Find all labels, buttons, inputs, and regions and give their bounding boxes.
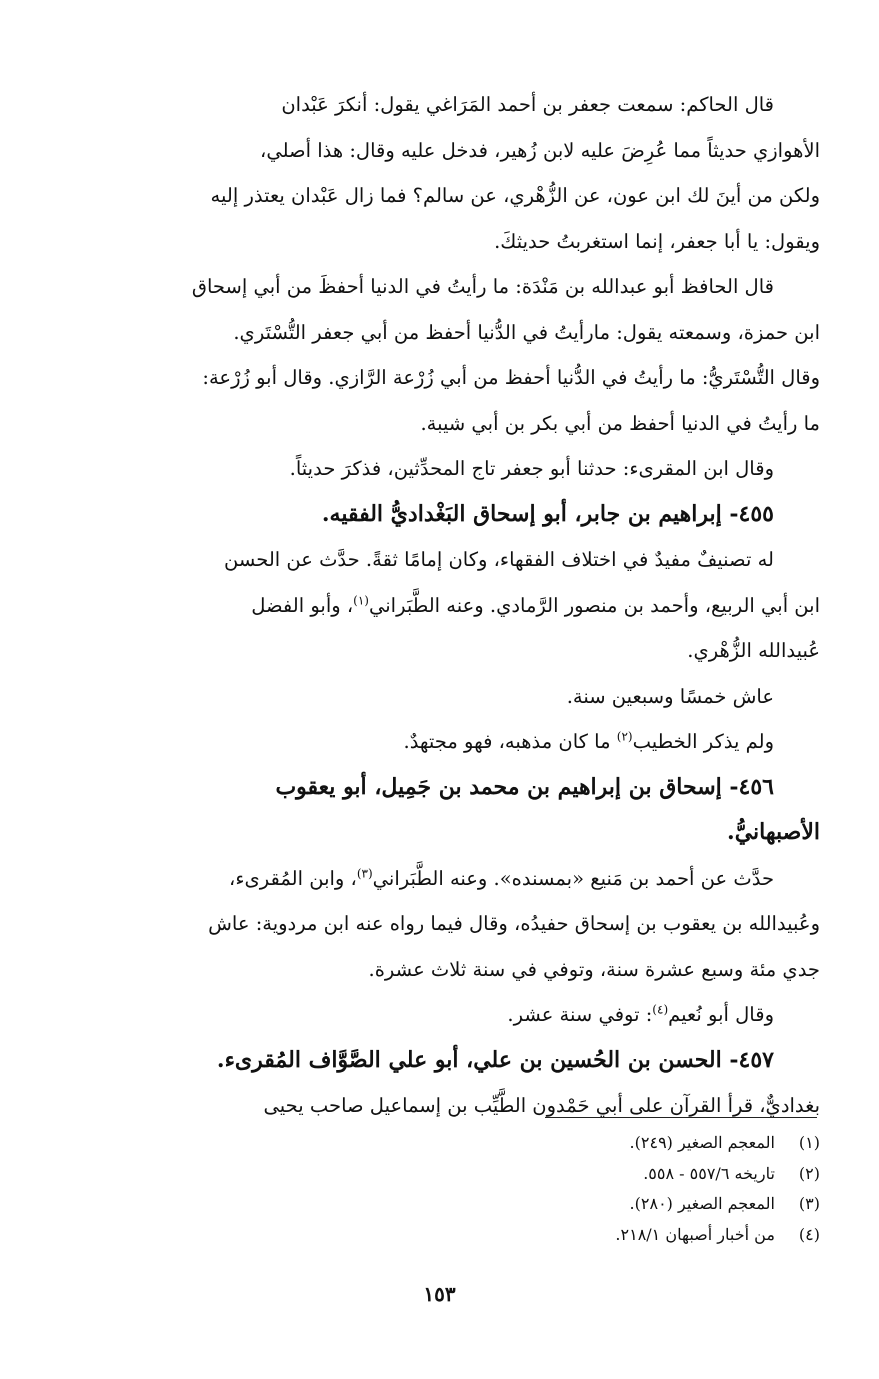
footnote-text: المعجم الصغير (٢٤٩). — [629, 1133, 775, 1152]
footnote-text: تاريخه ٥٥٧/٦ - ٥٥٨. — [643, 1163, 775, 1183]
footnote-number: (٢) — [798, 1163, 820, 1183]
footnote-divider — [545, 1117, 817, 1118]
footnotes — [75, 1128, 820, 1250]
footnote — [75, 1189, 820, 1220]
text-line: ما رأيتُ في الدنيا أحفظ من أبي بكر بن أبي شيبة. — [420, 411, 820, 435]
entry-heading-455: ٤٥٥- إبراهيم بن جابر، أبو إسحاق البَغْداديُّ الفقيه. — [321, 500, 774, 527]
text-line: الأهوازي حديثاً مما عُرِضَ عليه لابن زُهير، فدخل عليه وقال: هذا أصلي، — [260, 138, 820, 162]
text-line: بغداديٌّ، قرأ القرآن على أبي حَمْدون الطَّيِّب بن إسماعيل صاحب يحيى — [263, 1094, 820, 1117]
footnote-ref: (١) — [353, 593, 369, 607]
footnote-ref: (٢) — [616, 729, 633, 744]
footnote — [75, 1220, 820, 1251]
footnote-ref: (٣) — [356, 866, 373, 880]
page-number: ١٥٣ — [423, 1282, 456, 1306]
text-line: جدي مئة وسبع عشرة سنة، وتوفي في سنة ثلاث عشرة. — [368, 957, 820, 981]
text-line: وقال ابن المقرىء: حدثنا أبو جعفر تاج المحدِّثين، فذكرَ حديثاً. — [289, 457, 774, 480]
text-line: ابن أبي الربيع، وأحمد بن منصور الرَّمادي. وعنه الطَّبَراني$^{(١)}$، وأبو الفضل — [251, 593, 820, 617]
text-line: ويقول: يا أبا جعفر، إنما استغربتُ حديثكَ. — [494, 229, 820, 253]
main-text — [75, 82, 820, 1129]
text-line: ولم يذكر الخطيب$^{(٢)}$ ما كان مذهبه، فهو مجتهدٌ. — [403, 729, 774, 753]
text-line: ابن حمزة، وسمعته يقول: مارأيتُ في الدُّنيا أحفظ من أبي جعفر التُّسْتَري. — [233, 320, 820, 344]
text-line: وعُبيدالله بن يعقوب بن إسحاق حفيدُه، وقال فيما رواه عنه ابن مردوية: عاش — [208, 912, 820, 935]
footnote-number: (٣) — [798, 1194, 820, 1213]
footnote-ref: (٤) — [652, 1002, 669, 1017]
footnote — [75, 1159, 820, 1190]
entry-heading-457: ٤٥٧- الحسن بن الحُسين بن علي، أبو علي الصَّوَّاف المُقرىء. — [216, 1046, 774, 1073]
text-line: قال الحافظ أبو عبدالله بن مَنْدَة: ما رأيتُ في الدنيا أحفظَ من أبي إسحاق — [191, 275, 774, 298]
text-line: حدَّث عن أحمد بن مَنيع «بمسنده». وعنه الطَّبَراني$^{(٣)}$، وابن المُقرىء، — [229, 866, 774, 890]
text-line: قال الحاكم: سمعت جعفر بن أحمد المَرَاغي يقول: أنكرَ عَبْدان — [281, 93, 774, 116]
footnote-text: المعجم الصغير (٢٨٠). — [629, 1194, 775, 1213]
text-line: ولكن من أينَ لك ابن عون، عن الزُّهْري، عن سالم؟ فما زال عَبْدان يعتذر إليه — [210, 184, 820, 207]
footnote-number: (١) — [798, 1133, 820, 1152]
text-line: له تصنيفٌ مفيدٌ في اختلاف الفقهاء، وكان إمامًا ثقةً. حدَّث عن الحسن — [224, 548, 774, 571]
footnote — [75, 1128, 820, 1159]
footnote-number: (٤) — [798, 1224, 820, 1244]
text-line: عاش خمسًا وسبعين سنة. — [566, 684, 774, 708]
text-line: عُبيدالله الزُّهْري. — [687, 639, 820, 662]
text-line: وقال أبو نُعيم$^{(٤)}$: توفي سنة عشر. — [507, 1002, 774, 1026]
footnote-text: من أخبار أصبهان ٢١٨/١. — [615, 1224, 775, 1244]
entry-heading-456-cont: الأصبهانيُّ. — [727, 819, 820, 845]
text-line: وقال التُّسْتَريُّ: ما رأيتُ في الدُّنيا أحفظ من أبي زُرْعة الرَّازي. وقال أبو زُرْعة: — [202, 366, 820, 389]
entry-heading-456: ٤٥٦- إسحاق بن إبراهيم بن محمد بن جَمِيل، أبو يعقوب — [275, 773, 774, 800]
